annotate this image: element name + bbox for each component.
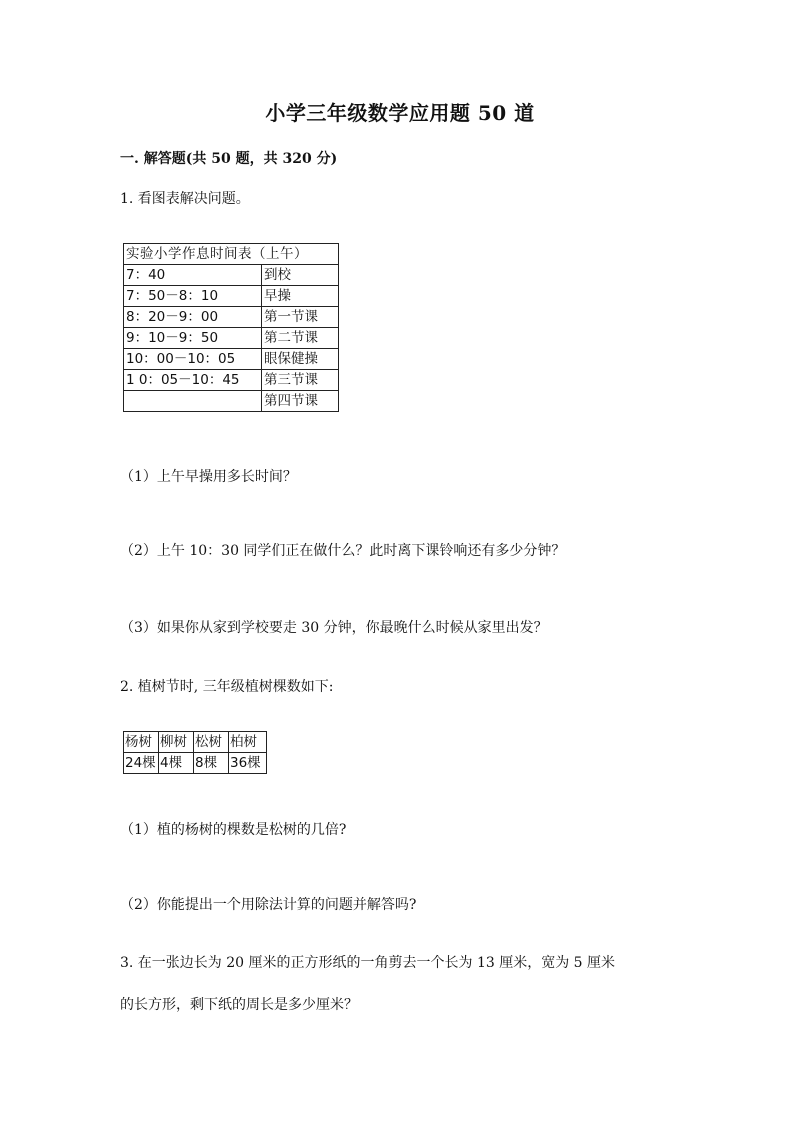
tree-count-cell: 4棵 [159,753,194,774]
tree-table [123,731,267,774]
page-title: 小学三年级数学应用题 50 道 [265,101,535,125]
time-cell: 9：10－9：50 [124,328,262,349]
table-row [124,370,339,391]
tree-count-cell: 8棵 [194,753,229,774]
activity-cell: 第三节课 [262,370,339,391]
question-1-part-2: （2）上午 10：30 同学们正在做什么？此时离下课铃响还有多少分钟？ [120,543,566,559]
question-1-part-1: （1）上午早操用多长时间？ [120,469,297,485]
schedule-table [123,243,339,412]
tree-count-cell: 36棵 [229,753,267,774]
activity-cell: 第二节课 [262,328,339,349]
question-2-stem: 2. 植树节时, 三年级植树棵数如下: [120,679,334,695]
tree-count-cell: 24棵 [124,753,159,774]
activity-cell: 到校 [262,265,339,286]
time-cell: 7：50－8：10 [124,286,262,307]
table-row [124,286,339,307]
activity-cell: 第一节课 [262,307,339,328]
question-2-part-2: （2）你能提出一个用除法计算的问题并解答吗? [120,897,417,913]
table-row [124,391,339,412]
tree-type-cell: 杨树 [124,732,159,753]
table-row [124,265,339,286]
table-row [124,307,339,328]
question-1-stem: 1. 看图表解决问题。 [120,191,250,207]
activity-cell: 早操 [262,286,339,307]
tree-type-cell: 柳树 [159,732,194,753]
question-3-line-1: 3. 在一张边长为 20 厘米的正方形纸的一角剪去一个长为 13 厘米，宽为 5 厘米 [120,955,616,971]
time-cell: 1 0：05－10：45 [124,370,262,391]
activity-cell: 第四节课 [262,391,339,412]
table-header-row [124,244,339,265]
table-row [124,753,267,774]
table-header-row [124,732,267,753]
section-title: 一. 解答题(共 50 题，共 320 分) [120,151,338,167]
question-3-line-2: 的长方形，剩下纸的周长是多少厘米？ [120,997,358,1013]
time-cell: 8：20－9：00 [124,307,262,328]
time-cell: 10：00－10：05 [124,349,262,370]
activity-cell: 眼保健操 [262,349,339,370]
tree-type-cell: 柏树 [229,732,267,753]
schedule-table-title: 实验小学作息时间表（上午） [124,244,339,265]
table-row [124,349,339,370]
time-cell [124,391,262,412]
question-1-part-3: （3）如果你从家到学校要走 30 分钟，你最晚什么时候从家里出发？ [120,620,548,636]
question-2-part-1: （1）植的杨树的棵数是松树的几倍? [120,822,347,838]
time-cell: 7：40 [124,265,262,286]
table-row [124,328,339,349]
tree-type-cell: 松树 [194,732,229,753]
